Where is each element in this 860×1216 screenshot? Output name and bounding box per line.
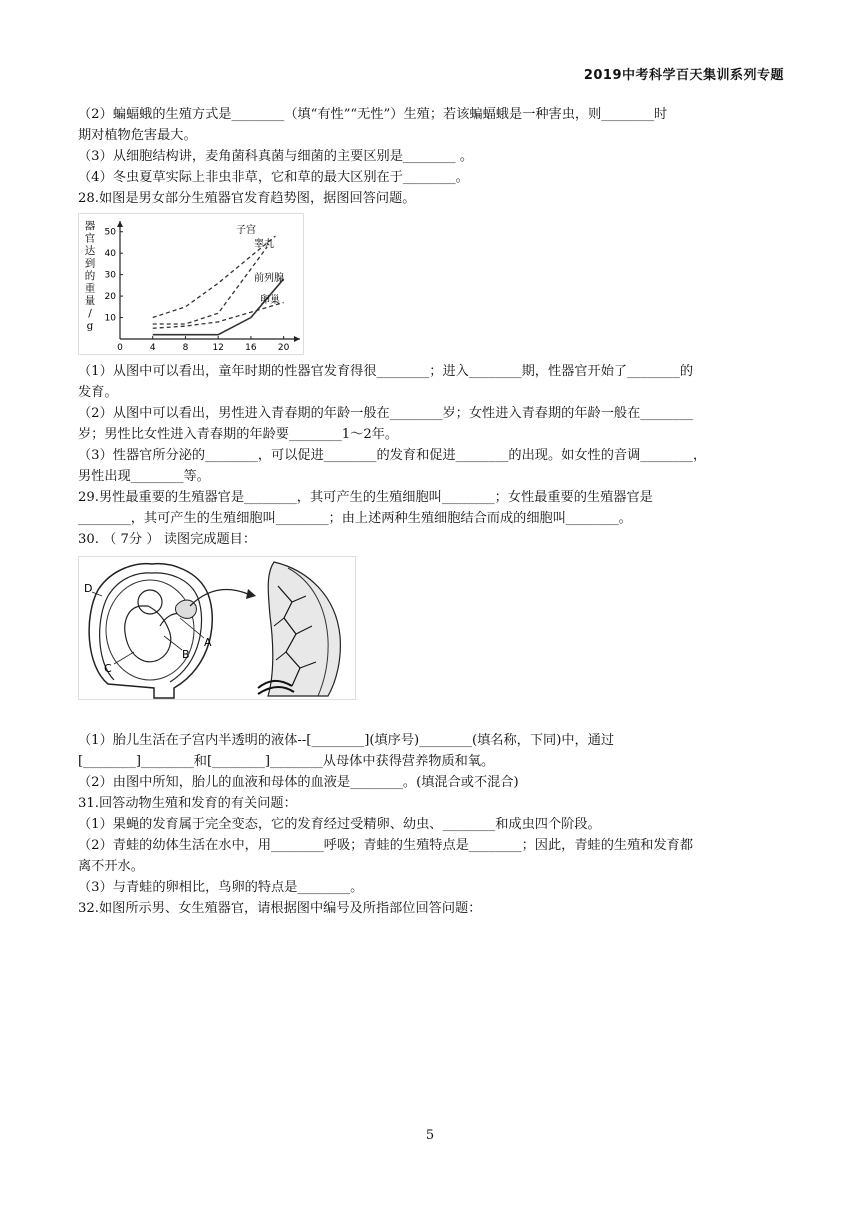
- text-line: 31.回答动物生殖和发育的有关问题：: [78, 796, 297, 811]
- text-line: （1）胎儿生活在子宫内半透明的液体--[________](填序号)________(填名称，下同)中，通过: [78, 733, 615, 748]
- text-block-2: [78, 361, 784, 550]
- y-axis-label-char: 官: [84, 232, 96, 245]
- y-tick-label: 30: [104, 270, 116, 281]
- text-line: 男性出现________等。: [78, 469, 210, 484]
- y-tick-label: 40: [104, 249, 116, 260]
- x-tick-label: 16: [245, 343, 257, 353]
- x-tick-label: 0: [117, 343, 123, 353]
- text-line: （3）性器官所分泌的________，可以促进________的发育和促进________的出现。如女性的音调________，: [78, 448, 707, 463]
- y-axis-label-char: 量: [84, 295, 96, 307]
- y-axis-label-char: g: [86, 320, 94, 332]
- text-line: （3）从细胞结构讲，麦角菌科真菌与细菌的主要区别是________ 。: [78, 149, 474, 164]
- text-line: （2）从图中可以看出，男性进入青春期的年龄一般在________岁；女性进入青春期的年龄一般在________: [78, 406, 694, 421]
- text-line: [________]________和[________]________从母体中获得营养物质和氧。: [78, 754, 495, 769]
- x-tick-label: 4: [149, 343, 156, 353]
- fetus-diagram-svg: [78, 556, 356, 700]
- document-body: [78, 104, 784, 919]
- page-number: 5: [425, 1128, 435, 1143]
- series-label: 卵巢: [260, 295, 280, 306]
- text-line: 30. （ 7分 ） 读图完成题目：: [78, 532, 257, 547]
- text-block-1: [78, 104, 784, 209]
- text-block-3: [78, 730, 784, 919]
- label-a: A: [204, 636, 212, 649]
- y-axis-label-char: 器: [84, 220, 96, 232]
- series-label: 子宫: [236, 225, 256, 236]
- text-line: （1）果蝇的发育属于完全变态，它的发育经过受精卵、幼虫、________和成虫四个阶段。: [78, 817, 601, 832]
- text-line: 岁；男性比女性进入青春期的年龄要________1～2年。: [78, 427, 399, 442]
- series-label: 睾丸: [254, 239, 274, 250]
- label-b: B: [182, 648, 190, 661]
- y-axis-label-char: 重: [84, 282, 96, 295]
- series-label: 前列腺: [254, 273, 284, 284]
- y-tick-label: 20: [104, 292, 116, 303]
- label-c: C: [104, 662, 112, 675]
- text-line: （2）青蛙的幼体生活在水中，用________呼吸；青蛙的生殖特点是________；因此，青蛙的生殖和发育都: [78, 838, 694, 853]
- text-line: （2）由图中所知，胎儿的血液和母体的血液是________。(填混合或不混合): [78, 775, 519, 790]
- x-tick-label: 12: [212, 343, 224, 353]
- y-axis-label-char: /: [88, 307, 92, 320]
- organ-growth-chart: [78, 213, 784, 355]
- label-d: D: [84, 582, 93, 595]
- y-tick-label: 50: [104, 227, 116, 238]
- text-line: （4）冬虫夏草实际上非虫非草，它和草的最大区别在于________。: [78, 170, 469, 185]
- y-axis-label-char: 达: [84, 245, 96, 257]
- fetus-placenta-figure: [78, 556, 784, 700]
- text-line: （3）与青蛙的卵相比，鸟卵的特点是________。: [78, 880, 364, 895]
- chart-svg: [78, 213, 304, 355]
- x-tick-label: 20: [277, 343, 290, 353]
- y-axis-label-char: 到: [84, 257, 96, 270]
- text-line: 离不开水。: [78, 859, 144, 874]
- y-axis-label-char: 的: [84, 270, 96, 282]
- text-line: （1）从图中可以看出，童年时期的性器官发育得很________；进入________期，性器官开始了________的: [78, 364, 694, 379]
- text-line: 28.如图是男女部分生殖器官发育趋势图，据图回答问题。: [78, 191, 416, 206]
- text-line: 29.男性最重要的生殖器官是________，其可产生的生殖细胞叫________；女性最重要的生殖器官是: [78, 490, 653, 505]
- y-tick-label: 10: [104, 313, 116, 324]
- x-tick-label: 8: [182, 343, 189, 353]
- text-line: ________，其可产生的生殖细胞叫________；由上述两种生殖细胞结合而成的细胞叫________。: [78, 511, 632, 526]
- text-line: 期对植物危害最大。: [78, 128, 197, 143]
- text-line: （2）蝙蝠蛾的生殖方式是________（填“有性”“无性”）生殖；若该蝙蝠蛾是一种害虫，则________时: [78, 107, 668, 122]
- header-title: 2019中考科学百天集训系列专题: [583, 68, 784, 83]
- text-line: 发育。: [78, 385, 118, 400]
- text-line: 32.如图所示男、女生殖器官，请根据图中编号及所指部位回答问题：: [78, 901, 482, 916]
